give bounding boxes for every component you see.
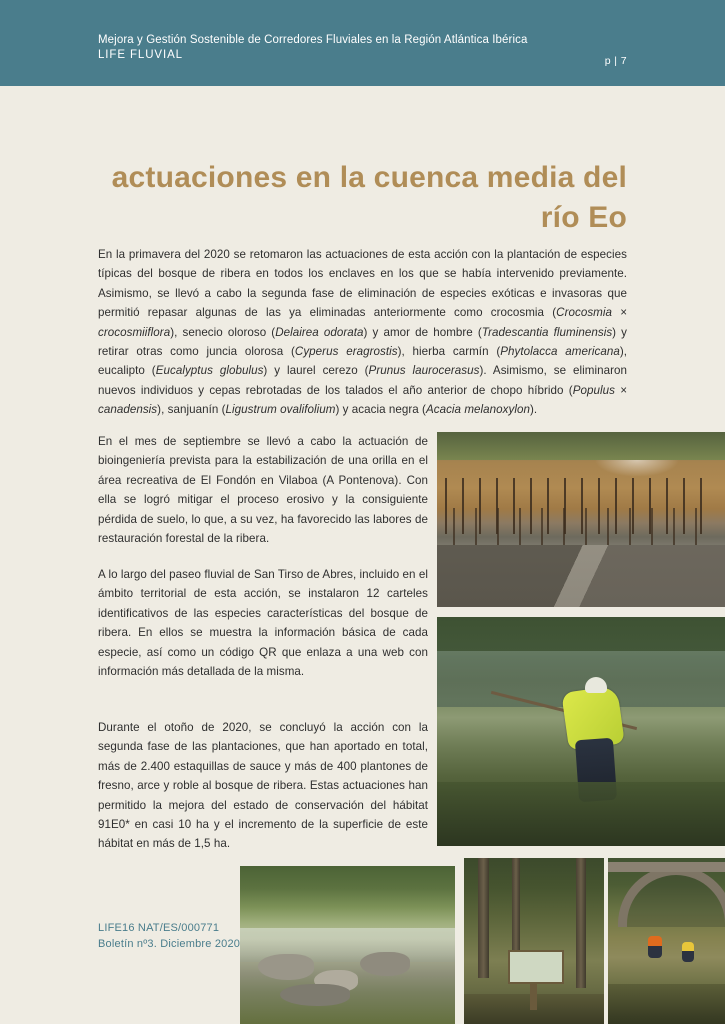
project-subtitle: LIFE FLUVIAL [98, 49, 183, 61]
project-title: Mejora y Gestión Sostenible de Corredores Fluviales en la Región Atlántica Ibérica [98, 34, 528, 46]
bulletin-issue: Boletín nº3. Diciembre 2020 [98, 938, 241, 950]
footer-info [98, 920, 240, 952]
photo-river-rocks [240, 866, 455, 1024]
paragraph-intro: En la primavera del 2020 se retomaron las actuaciones de esta acción con la plantación de especies típicas del bosque de ribera en todos los enclaves en los que se había intervenido previamente. Asimismo, se llevó a cabo la segunda fase de eliminación de especies exóticas e invasoras que permitió repasar algunas de las ya eliminadas anteriormente como crocosmia (Crocosmia × crocosmiiflora), senecio oloroso (Delairea odorata) y amor de hombre (Tradescantia fluminensis) y retirar otras como juncia olorosa (Cyperus eragrostis), hierba carmín (Phytolacca americana), eucalipto (Eucalyptus globulus) y laurel cerezo (Prunus laurocerasus). Asimismo, se eliminaron nuevos individuos y cepas rebrotadas de los talados el año anterior de chopo híbrido (Populus × canadensis), sanjuanín (Ligustrum ovalifolium) y acacia negra (Acacia melanoxylon). [98, 248, 628, 417]
page-number: p | 7 [604, 55, 627, 67]
left-margin-strip [0, 86, 98, 1024]
page-title: actuaciones en la cuenca media del río Eo [111, 161, 627, 235]
header-title-group [98, 33, 527, 63]
paragraph-plantations: Durante el otoño de 2020, se concluyó la acción con la segunda fase de las plantaciones, que han aportado en total, más de 2.400 estaquillas de sauce y más de 400 plantones de fresno, arce y roble al bosque de ribera. Estas actuaciones han permitido la mejora del estado de conservación del hábitat 91E0* en casi 10 ha y el incremento de la superficie de este hábitat en más de 1,5 ha. [98, 721, 428, 851]
photo-stone-bridge [608, 858, 725, 1024]
project-code: LIFE16 NAT/ES/000771 [98, 922, 220, 934]
photo-worker-riverbank [437, 617, 725, 846]
paragraph-signage: A lo largo del paseo fluvial de San Tirso de Abres, incluido en el ámbito territorial de esta acción, se instalaron 12 carteles identificativos de las especies características del bosque de ribera. En ellos se muestra la información básica de cada especie, así como un código QR que enlaza a una web con información más detallada de la misma. [98, 568, 428, 679]
photo-interpretive-sign [464, 858, 604, 1024]
photo-bioengineering-works [437, 432, 725, 607]
paragraph-bioengineering: En el mes de septiembre se llevó a cabo la actuación de bioingeniería prevista para la estabilización de una orilla en el área recreativa de El Fondón en Vilaboa (A Pontenova). Con ella se logró mitigar el proceso erosivo y la consiguiente pérdida de suelo, lo que, a su vez, ha favorecido las labores de restauración forestal de la ribera. [98, 435, 428, 546]
header-band [0, 0, 725, 86]
